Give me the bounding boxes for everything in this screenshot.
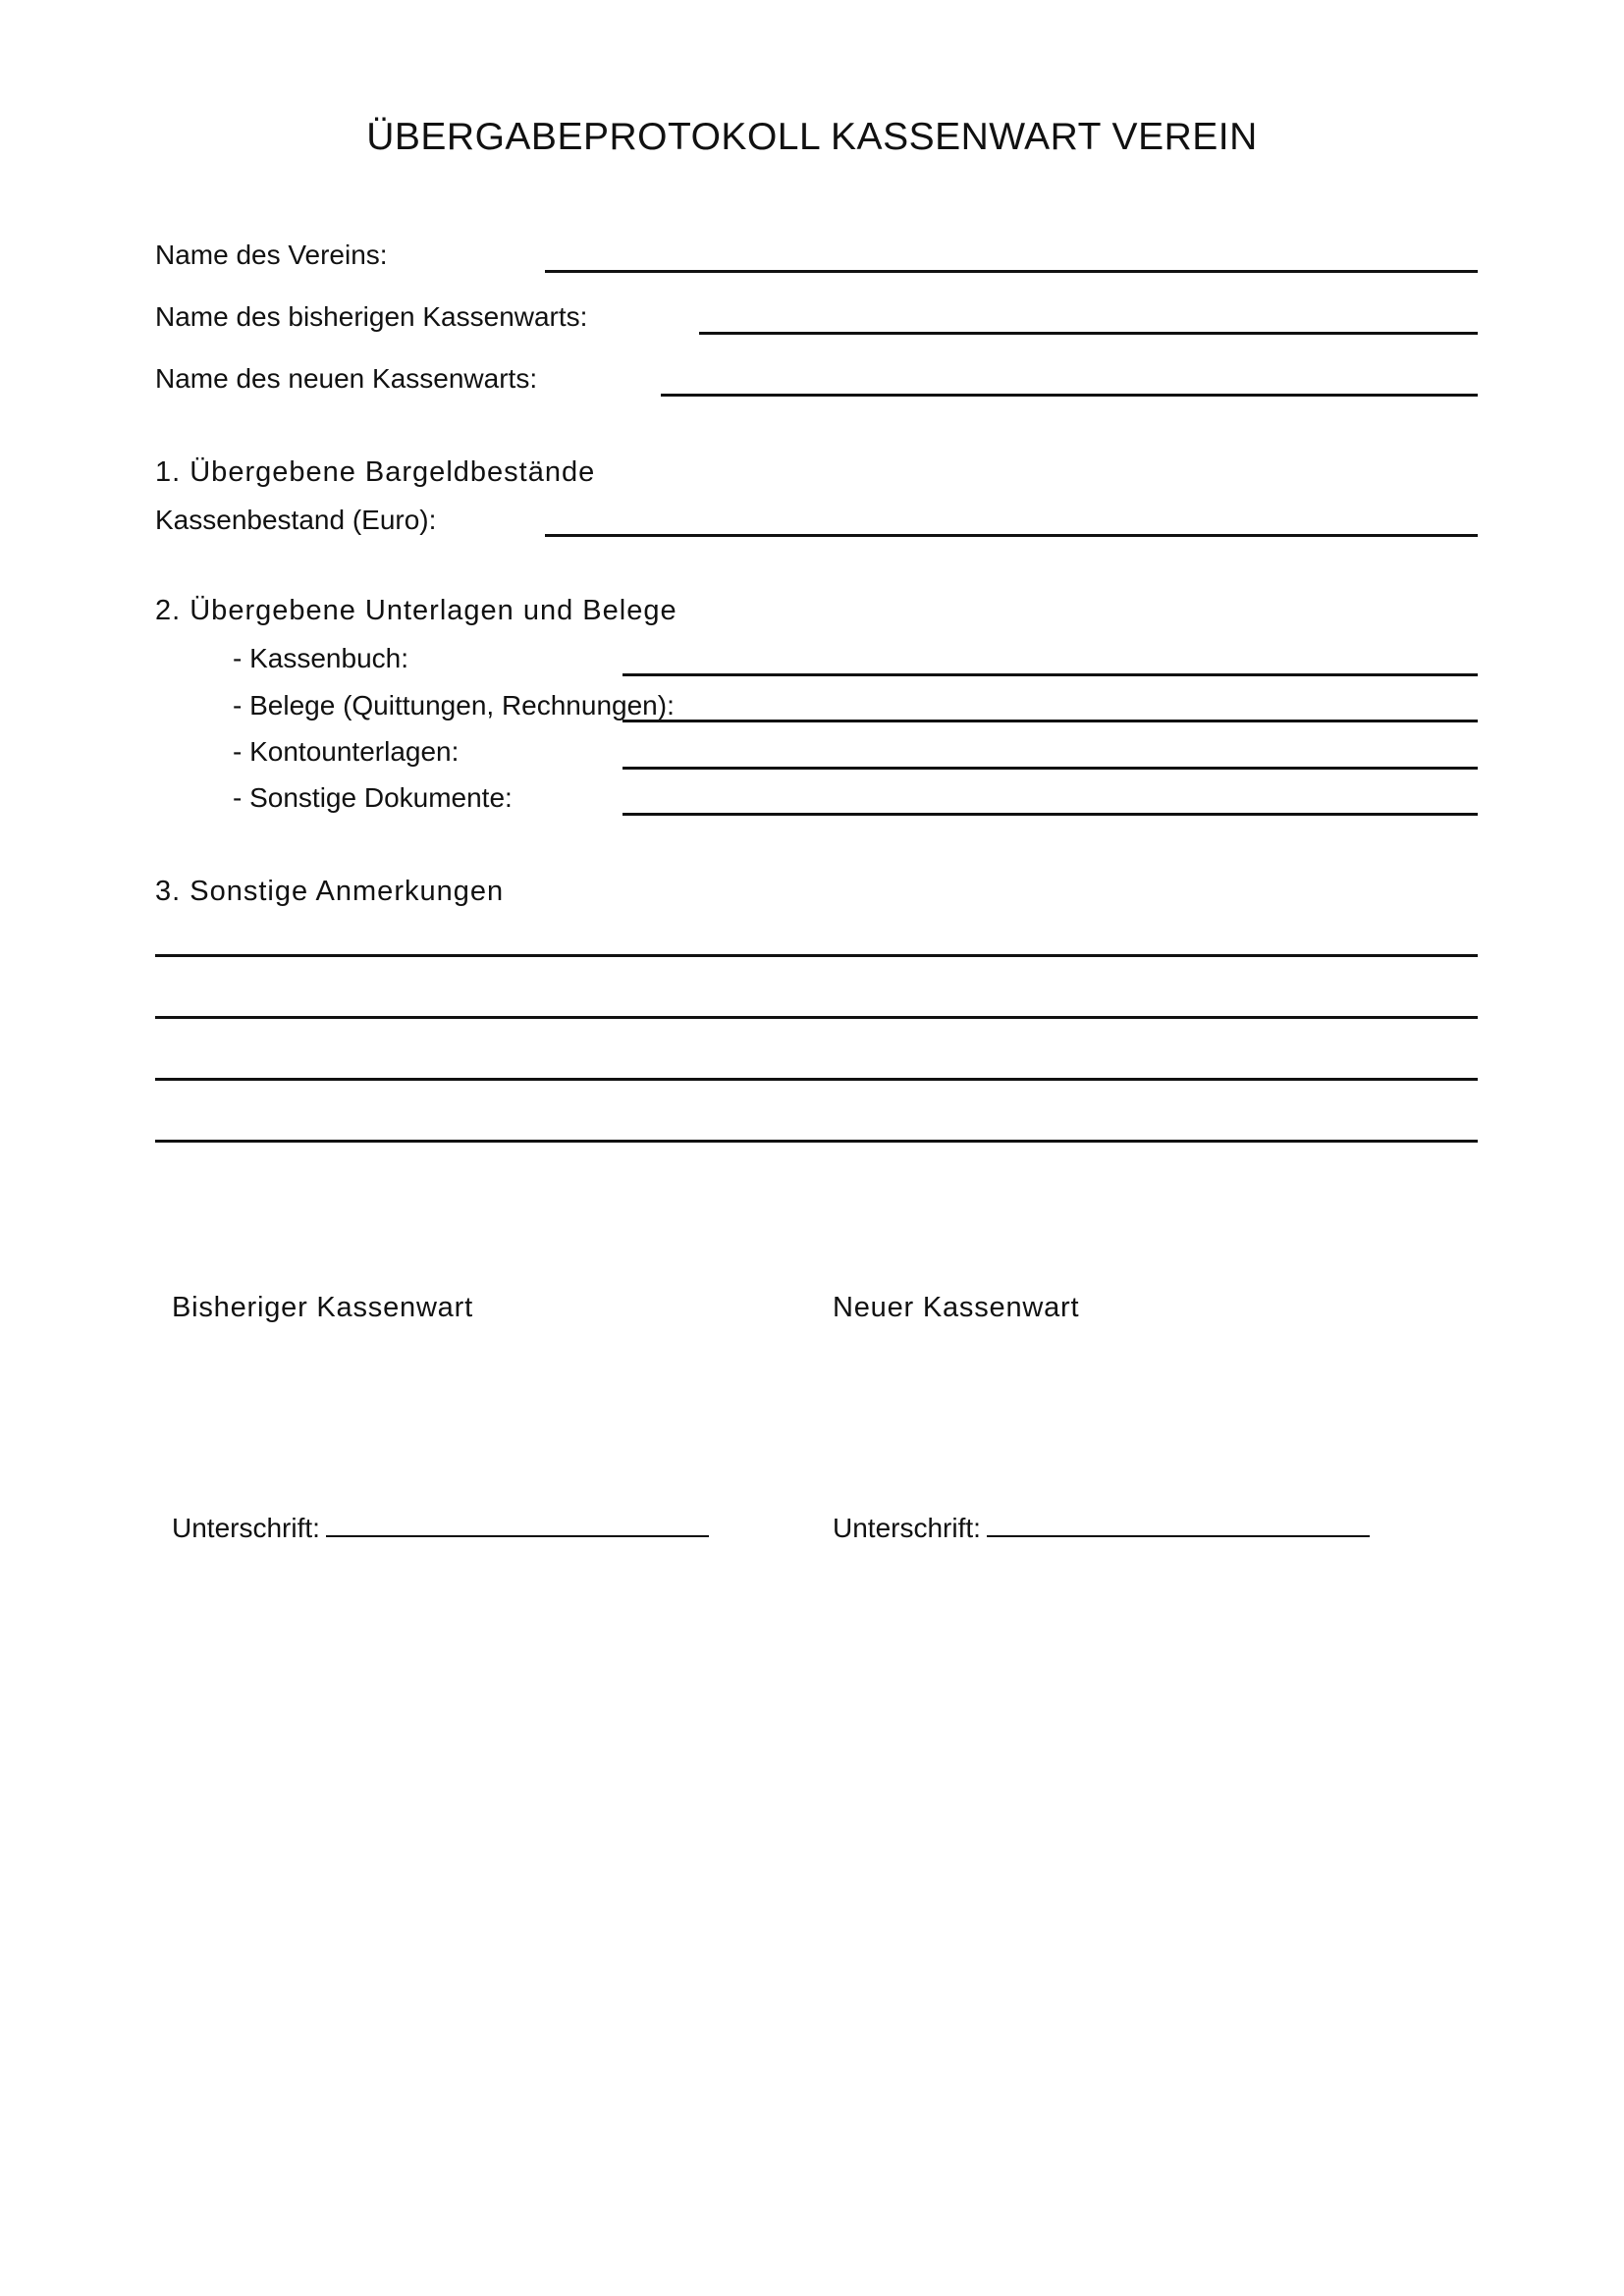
signature-line-left[interactable] xyxy=(326,1516,709,1537)
signature-block-left xyxy=(172,1515,709,1542)
input-line-neuer-kassenwart[interactable] xyxy=(661,394,1478,397)
label-verein: Name des Vereins: xyxy=(155,240,388,270)
section-2-heading: 2. Übergebene Unterlagen und Belege xyxy=(155,595,677,626)
label-neuer-kassenwart: Name des neuen Kassenwarts: xyxy=(155,363,538,394)
page-title: ÜBERGABEPROTOKOLL KASSENWART VEREIN xyxy=(366,116,1258,158)
label-kassenbuch: - Kassenbuch: xyxy=(233,643,408,673)
label-kassenbestand: Kassenbestand (Euro): xyxy=(155,505,437,535)
signature-role-right: Neuer Kassenwart xyxy=(833,1292,1080,1323)
section-3-heading: 3. Sonstige Anmerkungen xyxy=(155,876,505,907)
label-belege: - Belege (Quittungen, Rechnungen): xyxy=(233,690,675,721)
label-sonstige-dokumente: - Sonstige Dokumente: xyxy=(233,782,513,813)
input-line-verein[interactable] xyxy=(545,270,1478,273)
signature-line-right[interactable] xyxy=(987,1516,1370,1537)
signature-label-right: Unterschrift: xyxy=(833,1513,981,1543)
remarks-line-4[interactable] xyxy=(155,1140,1478,1143)
input-line-sonstige-dokumente[interactable] xyxy=(623,813,1478,816)
input-line-kontounterlagen[interactable] xyxy=(623,767,1478,770)
input-line-kassenbuch[interactable] xyxy=(623,673,1478,676)
signature-block-right xyxy=(833,1515,1370,1542)
input-line-belege[interactable] xyxy=(623,720,1478,722)
remarks-line-2[interactable] xyxy=(155,1016,1478,1019)
remarks-line-3[interactable] xyxy=(155,1078,1478,1081)
signature-role-left: Bisheriger Kassenwart xyxy=(172,1292,473,1323)
input-line-bisheriger-kassenwart[interactable] xyxy=(699,332,1478,335)
signature-label-left: Unterschrift: xyxy=(172,1513,320,1543)
label-kontounterlagen: - Kontounterlagen: xyxy=(233,736,460,767)
label-bisheriger-kassenwart: Name des bisherigen Kassenwarts: xyxy=(155,301,588,332)
input-line-kassenbestand[interactable] xyxy=(545,534,1478,537)
remarks-line-1[interactable] xyxy=(155,954,1478,957)
section-1-heading: 1. Übergebene Bargeldbestände xyxy=(155,456,596,488)
